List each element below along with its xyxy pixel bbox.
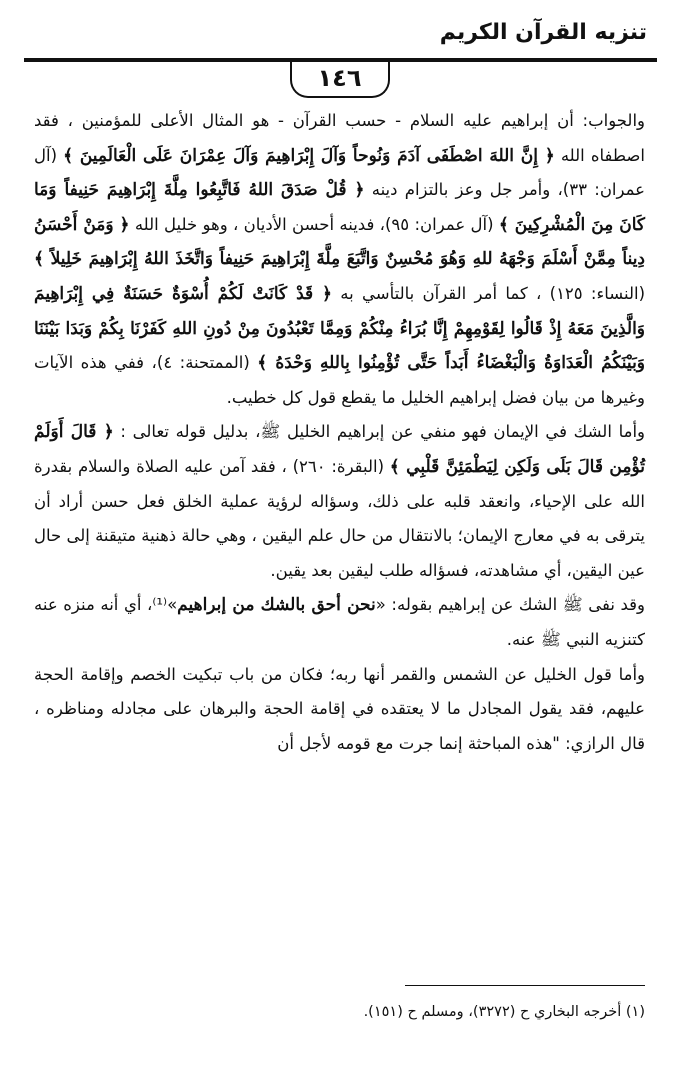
footnote-rule <box>405 985 645 986</box>
page-number-badge: ١٤٦ <box>290 62 390 98</box>
paragraph <box>34 588 645 657</box>
text-run: (آل عمران: ٩٥)، فدينه أحسن الأديان ، وهو خليل الله <box>129 214 499 234</box>
text-run: وأما قول الخليل عن الشمس والقمر أنها ربه؛ فكان من باب تبكيت الخصم وإقامة الحجة عليهم، فقد يقول المجادل ما لا يعتقده في إقامة الحجة والبرهان على مجادله ومناظره ، قال الرازي: "هذه المباحثة إنما جرت مع قومه لأجل أن <box>34 664 645 753</box>
quran-quote: ﴿ قَدْ كَانَتْ لَكُمْ أُسْوَةٌ حَسَنَةٌ فِي إِبْرَاهِيمَ وَالَّذِينَ مَعَهُ إِذْ قَالُوا لِقَوْمِهِمْ إِنَّا بُرَاءُ مِنْكُمْ وَمِمَّا تَعْبُدُونَ مِنْ دُونِ اللهِ كَفَرْنَا بِكُمْ وَبَدَا بَيْنَنَا وَبَيْنَكُمُ الْعَدَاوَةُ وَالْبَغْضَاءُ أَبَداً حَتَّى تُؤْمِنُوا بِاللهِ وَحْدَهُ ﴾ <box>34 283 646 374</box>
text-run: »⁽¹⁾، أي أنه منزه عنه كتنزيه النبي ﷺ عنه. <box>34 595 645 649</box>
quran-quote: ﴿ وَمَنْ أَحْسَنُ دِيناً مِمَّنْ أَسْلَمَ وَجْهَهُ للهِ وَهُوَ مُحْسِنٌ وَاتَّبَعَ مِلَّةَ إِبْرَاهِيمَ حَنِيفاً وَاتَّخَذَ اللهُ إِبْرَاهِيمَ خَلِيلاً ﴾ <box>34 214 645 270</box>
text-run: وقد نفى ﷺ الشك عن إبراهيم بقوله: « <box>375 595 645 615</box>
text-run: (النساء: ١٢٥) ، كما أمر القرآن بالتأسي به <box>332 283 646 303</box>
quran-quote: ﴿ إِنَّ اللهَ اصْطَفَى آدَمَ وَنُوحاً وَآلَ إِبْرَاهِيمَ وَآلَ عِمْرَانَ عَلَى الْعَالَمِينَ ﴾ <box>63 145 555 166</box>
text-run: (آل عمران: ٣٣)، وأمر جل وعز بالتزام دينه <box>34 145 646 200</box>
text-run: والجواب: أن إبراهيم عليه السلام - حسب القرآن - هو المثال الأعلى للمؤمنين ، فقد اصطفاه الله <box>34 111 646 165</box>
quran-quote: نحن أحق بالشك من إبراهيم <box>177 595 376 616</box>
footnote: (١) أخرجه البخاري ح (٣٢٧٢)، ومسلم ح (١٥١). <box>363 1004 645 1020</box>
paragraph <box>34 658 645 762</box>
text-run: (البقرة: ٢٦٠) ، فقد آمن عليه الصلاة والسلام بقدرة الله على الإحياء، وانعقد قلبه على ذلك، وسؤاله لرؤية عملية الخلق فعل حسن أراد أن يترقى به في معارج الإيمان؛ بالانتقال من حال علم اليقين ، وهي حالة ذهنية متيقنة إلى حال عين اليقين، أي مشاهدته، فسؤاله طلب ليقين بعد يقين. <box>34 456 645 580</box>
text-run: (الممتحنة: ٤)، ففي هذه الآيات وغيرها من بيان فضل إبراهيم الخليل ما يقطع قول كل خطيب. <box>34 353 645 407</box>
paragraph <box>34 415 645 588</box>
paragraph <box>34 104 645 415</box>
quran-quote: ﴿ قُلْ صَدَقَ اللهُ فَاتَّبِعُوا مِلَّةَ إِبْرَاهِيمَ حَنِيفاً وَمَا كَانَ مِنَ الْمُشْرِكِينَ ﴾ <box>34 180 645 235</box>
running-header-title: تنزيه القرآن الكريم <box>439 20 647 45</box>
body-text <box>34 104 645 761</box>
quran-quote: ﴿ قَالَ أَوَلَمْ تُؤْمِن قَالَ بَلَى وَلَكِن لِيَطْمَئِنَّ قَلْبِي ﴾ <box>34 422 645 477</box>
text-run: وأما الشك في الإيمان فهو منفي عن إبراهيم الخليل ﷺ، بدليل قوله تعالى : <box>113 422 645 442</box>
